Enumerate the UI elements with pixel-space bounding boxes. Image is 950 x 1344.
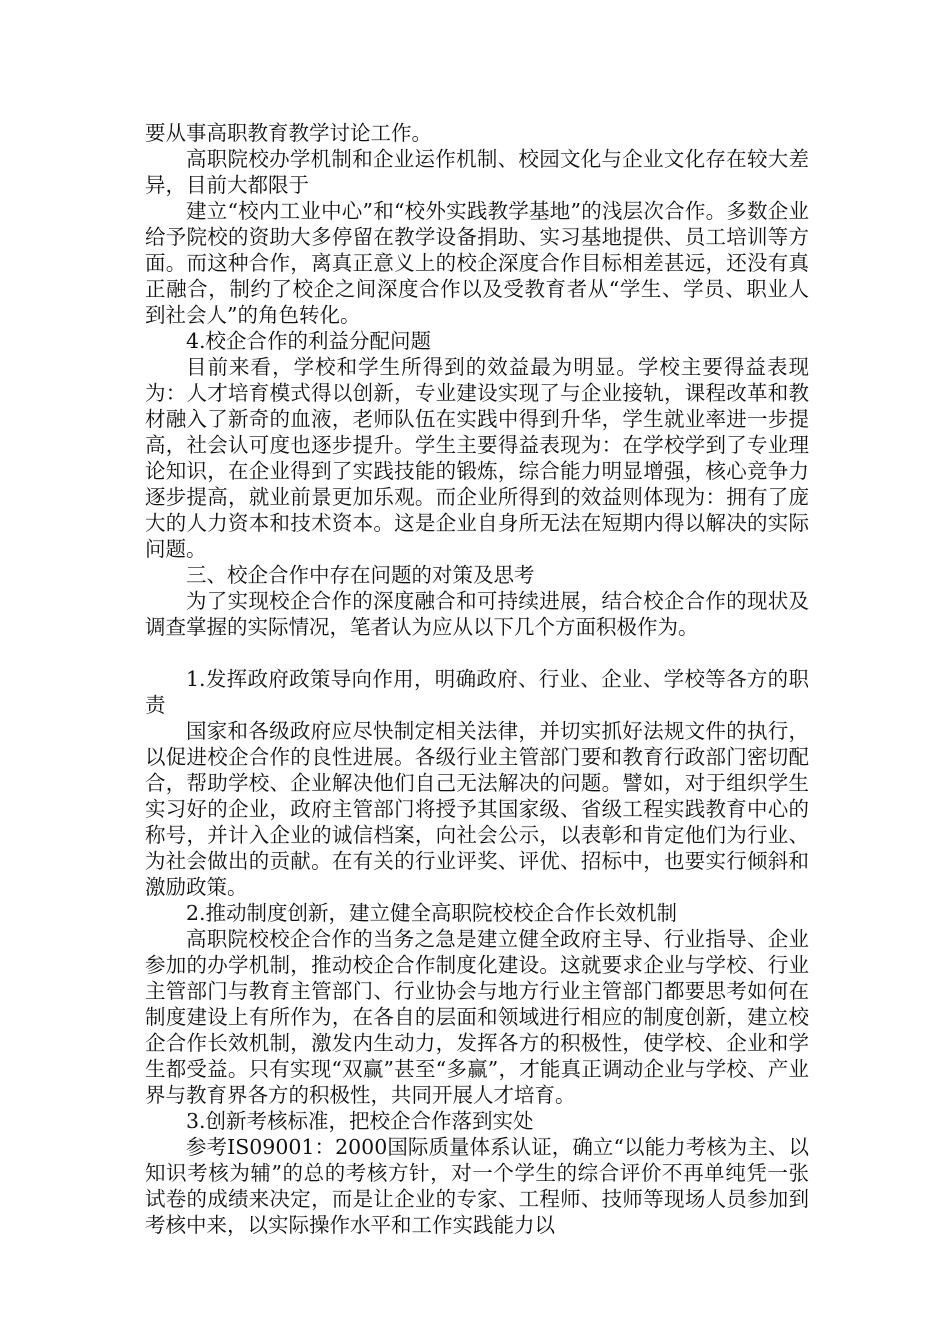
document-body — [145, 120, 809, 1238]
paragraph-government: 国家和各级政府应尽快制定相关法律，并切实抓好法规文件的执行，以促进校企合作的良性进展。各级行业主管部门要和教育行政部门密切配合，帮助学校、企业解决他们自己无法解决的问题。譬如，对于组织学生实习好的企业，政府主管部门将授予其国家级、省级工程实践教育中心的称号，并计入企业的诚信档案，向社会公示，以表彰和肯定他们为行业、为社会做出的贡献。在有关的行业评奖、评优、招标中，也要实行倾斜和激励政策。 — [145, 719, 809, 899]
paragraph-1: 要从事高职教育教学讨论工作。 — [145, 121, 432, 145]
paragraph-assessment: 参考IS09001：2000国际质量体系认证，确立“以能力考核为主、以知识考核为辅”的总的考核方针，对一个学生的综合评价不再单纯凭一张试卷的成绩来决定，而是让企业的专家、工程师、技师等现场人员参加到考核中来，以实际操作水平和工作实践能力以 — [145, 1135, 809, 1237]
paragraph-3: 建立“校内工业中心”和“校外实践教学基地”的浅层次合作。多数企业给予院校的资助大多停留在教学设备捐助、实习基地提供、员工培训等方面。而这种合作，离真正意义上的校企深度合作目标相差甚远，还没有真正融合，制约了校企之间深度合作以及受教育者从“学生、学员、职业人到社会人”的角色转化。 — [145, 199, 809, 327]
subheading-3: 3.创新考核标准，把校企合作落到实处 — [186, 1109, 534, 1133]
paragraph-institution: 高职院校校企合作的当务之急是建立健全政府主导、行业指导、企业参加的办学机制，推动校企合作制度化建设。这就要求企业与学校、行业主管部门与教育主管部门、行业协会与地方行业主管部门都要思考如何在制度建设上有所作为，在各自的层面和领域进行相应的制度创新，建立校企合作长效机制，激发内生动力，发挥各方的积极性，使学校、企业和学生都受益。只有实现“双赢”甚至“多赢”，才能真正调动企业与学校、产业界与教育界各方的积极性，共同开展人才培育。 — [145, 927, 809, 1107]
paragraph-intro-measures: 为了实现校企合作的深度融合和可持续进展，结合校企合作的现状及调查掌握的实际情况，笔者认为应从以下几个方面积极作为。 — [145, 589, 809, 639]
subheading-1: 1.发挥政府政策导向作用，明确政府、行业、企业、学校等各方的职责 — [145, 667, 809, 717]
paragraph-2: 高职院校办学机制和企业运作机制、校园文化与企业文化存在较大差异，目前大都限于 — [145, 147, 809, 197]
section-heading-3: 三、校企合作中存在问题的对策及思考 — [186, 563, 535, 587]
subheading-2: 2.推动制度创新，建立健全高职院校校企合作长效机制 — [186, 901, 678, 925]
section-heading-4: 4.校企合作的利益分配问题 — [186, 329, 432, 353]
paragraph-benefits: 目前来看，学校和学生所得到的效益最为明显。学校主要得益表现为：人才培育模式得以创新，专业建设实现了与企业接轨，课程改革和教材融入了新奇的血液，老师队伍在实践中得到升华，学生就业率进一步提高，社会认可度也逐步提升。学生主要得益表现为：在学校学到了专业理论知识，在企业得到了实践技能的锻炼，综合能力明显增强，核心竞争力逐步提高，就业前景更加乐观。而企业所得到的效益则体现为：拥有了庞大的人力资本和技术资本。这是企业自身所无法在短期内得以解决的实际问题。 — [145, 355, 809, 561]
